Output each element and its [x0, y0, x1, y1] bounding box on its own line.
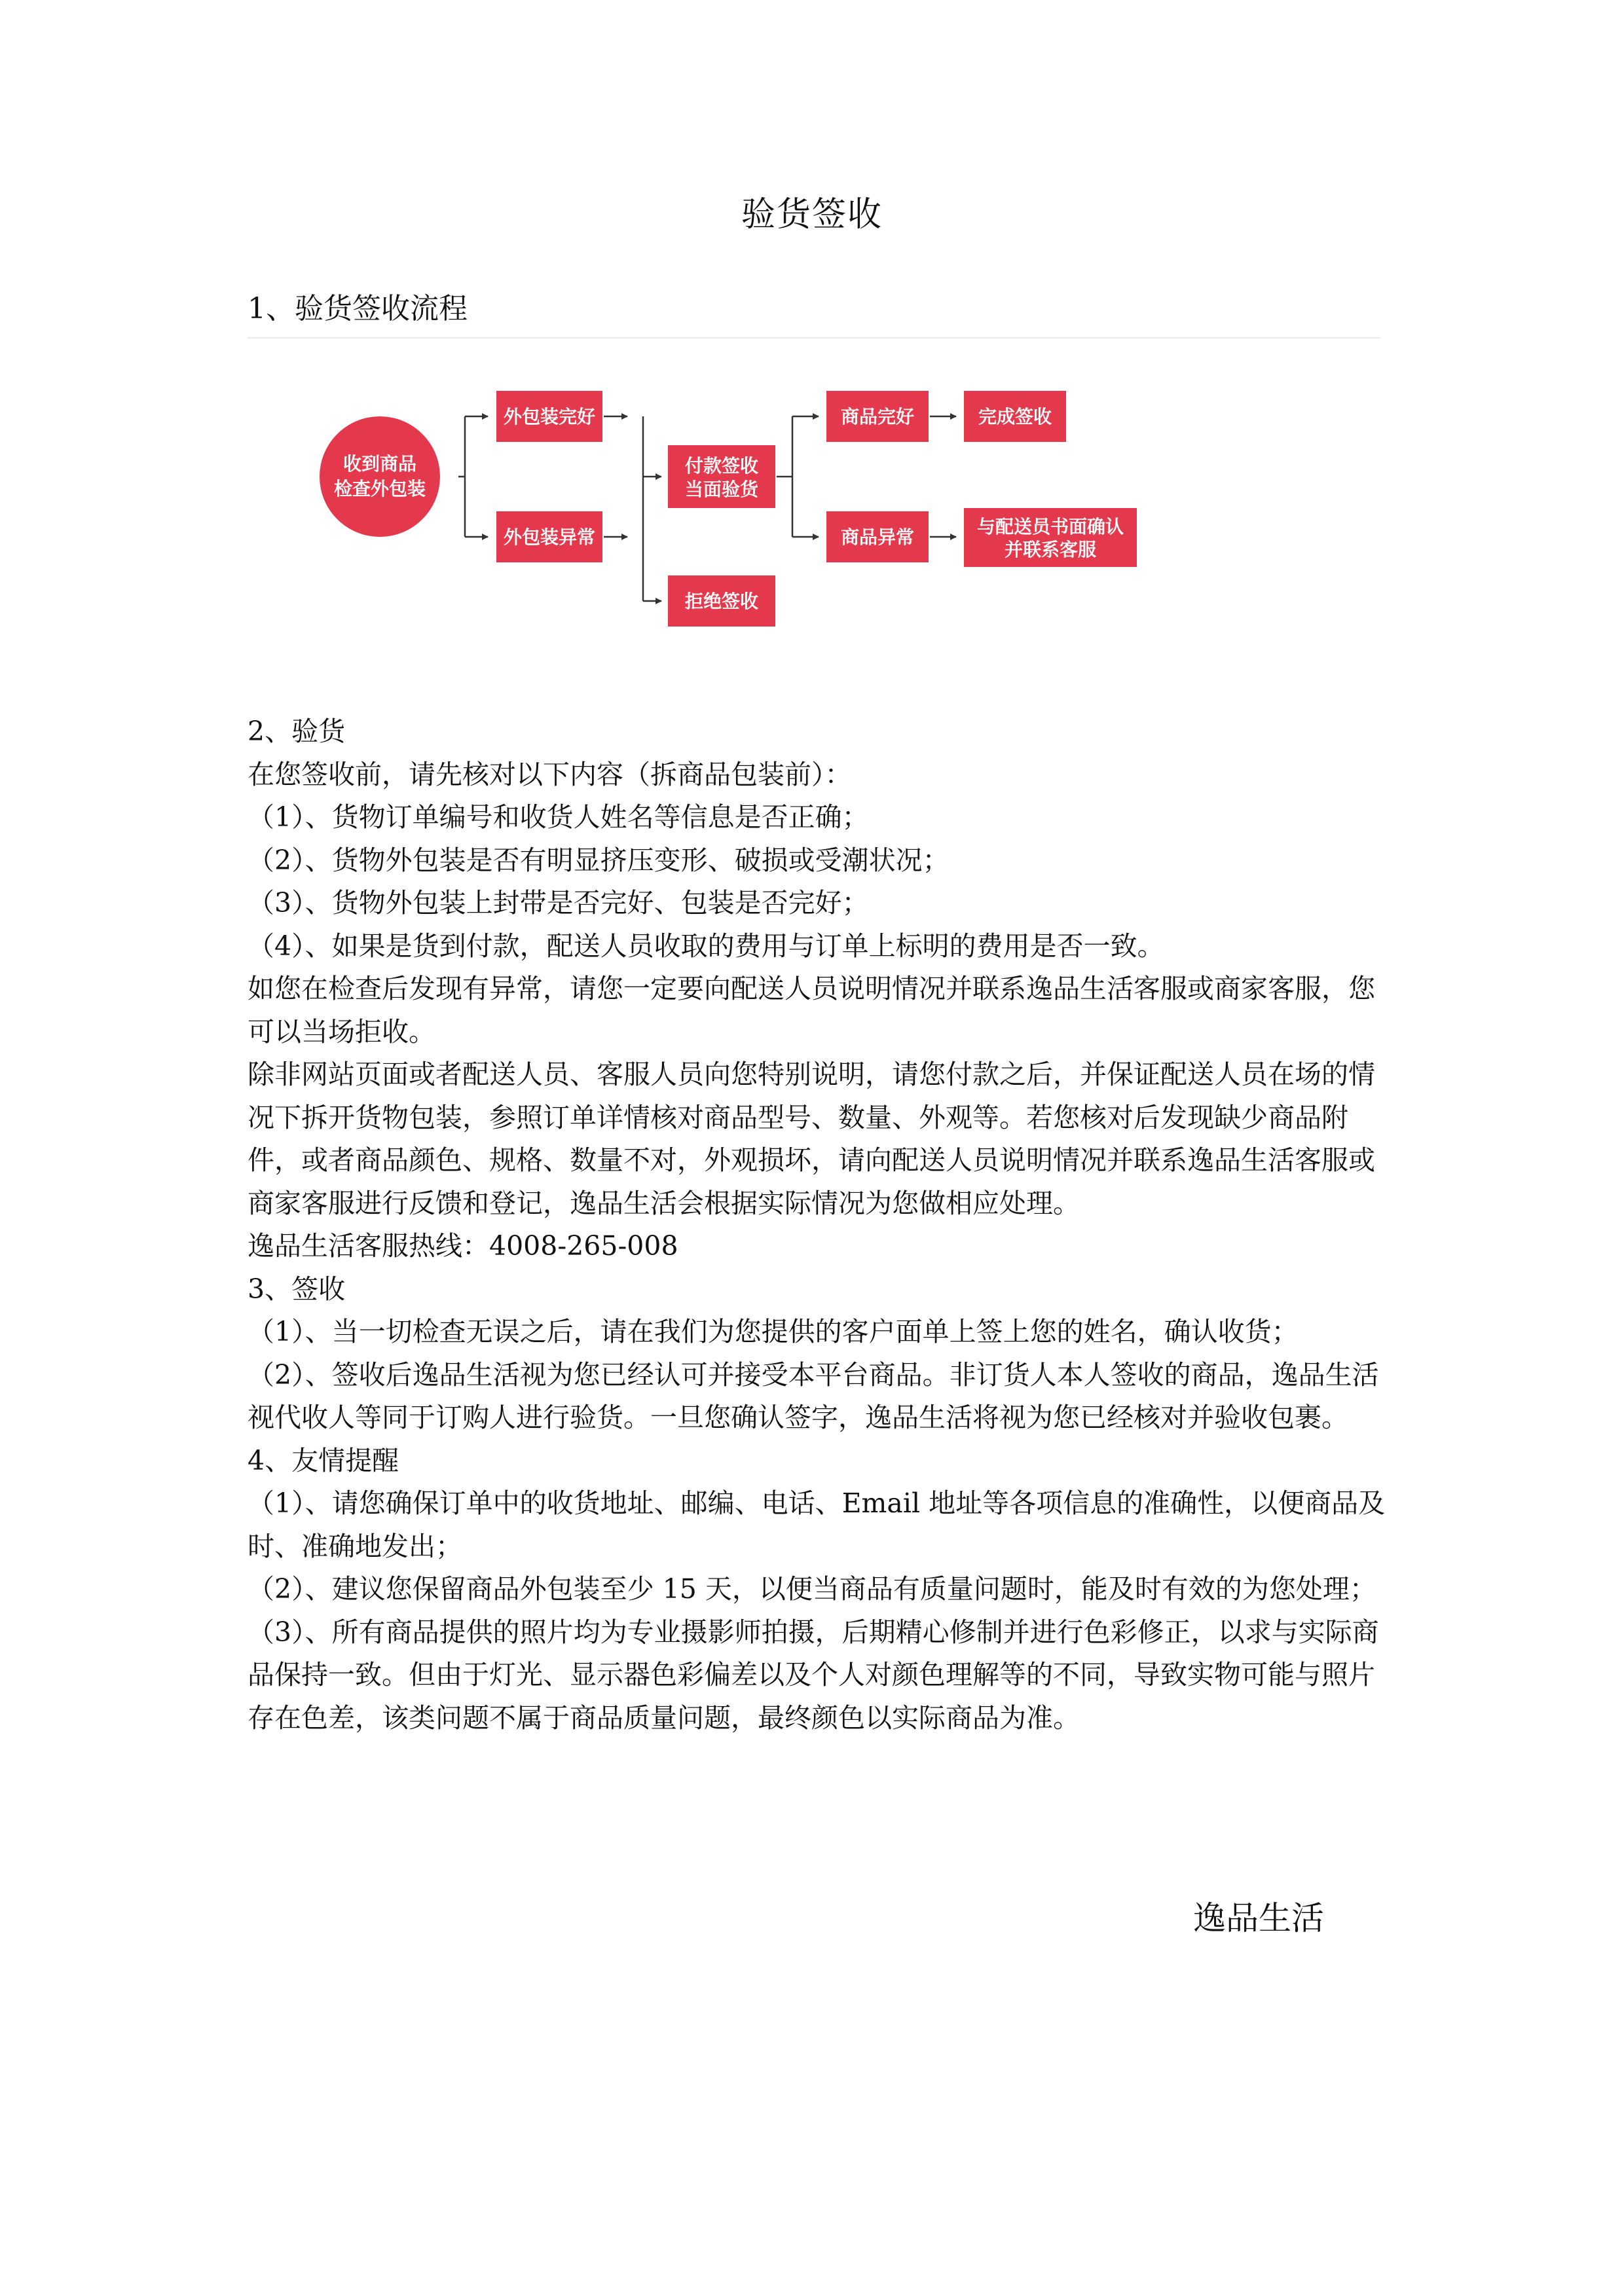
list-item: （1）、请您确保订单中的收货地址、邮编、电话、Email 地址等各项信息的准确性，以便商品及时、准确地发出；	[248, 1487, 1386, 1562]
list-item: （3）、所有商品提供的照片均为专业摄影师拍摄，后期精心修制并进行色彩修正，以求与实际商品保持一致。但由于灯光、显示器色彩偏差以及个人对颜色理解等的不同，导致实物可能与照片存在色差，该类问题不属于商品质量问题，最终颜色以实际商品为准。	[248, 1616, 1379, 1734]
svg-text:商品完好: 商品完好	[840, 406, 915, 428]
flow-node-package-abnormal	[496, 511, 602, 562]
section-2-heading: 2、验货	[248, 716, 346, 747]
paragraph: 除非网站页面或者配送人员、客服人员向您特别说明，请您付款之后，并保证配送人员在场的情况下拆开货物包装，参照订单详情核对商品型号、数量、外观等。若您核对后发现缺少商品附件，或者商品颜色、规格、数量不对，外观损坏，请向配送人员说明情况并联系逸品生活客服或商家客服进行反馈和登记，逸品生活会根据实际情况为您做相应处理。	[248, 1059, 1375, 1219]
section-1-heading: 1、验货签收流程	[248, 292, 468, 325]
list-item: （1）、货物订单编号和收货人姓名等信息是否正确；	[248, 801, 869, 833]
page-title: 验货签收	[741, 195, 883, 234]
svg-text:并联系客服: 并联系客服	[1004, 539, 1097, 560]
svg-text:当面验货: 当面验货	[684, 479, 759, 500]
flow-node-reject	[668, 575, 775, 627]
flow-node-confirm-contact	[964, 508, 1137, 567]
svg-text:与配送员书面确认: 与配送员书面确认	[976, 516, 1124, 538]
flow-node-start	[320, 416, 440, 537]
svg-text:商品异常: 商品异常	[840, 526, 915, 548]
svg-text:付款签收: 付款签收	[684, 455, 759, 477]
flow-connectors	[458, 416, 956, 601]
list-item: （2）、建议您保留商品外包装至少 15 天，以便当商品有质量问题时，能及时有效的为您处理；	[248, 1573, 1376, 1605]
svg-text:外包装异常: 外包装异常	[503, 526, 596, 548]
svg-text:拒绝签收: 拒绝签收	[684, 591, 759, 612]
svg-text:检查外包装: 检查外包装	[333, 478, 426, 500]
section-3-heading: 3、签收	[248, 1273, 346, 1305]
list-item: （2）、签收后逸品生活视为您已经认可并接受本平台商品。非订货人本人签收的商品，逸品生活视代收人等同于订购人进行验货。一旦您确认签字，逸品生活将视为您已经核对并验收包裹。	[248, 1358, 1379, 1433]
paragraph: 在您签收前，请先核对以下内容（拆商品包装前）：	[248, 758, 852, 790]
flow-node-goods-ok	[826, 391, 929, 442]
list-item: （4）、如果是货到付款，配送人员收取的费用与订单上标明的费用是否一致。	[248, 930, 1164, 962]
flow-node-package-ok	[496, 391, 602, 442]
list-item: （1）、当一切检查无误之后，请在我们为您提供的客户面单上签上您的姓名，确认收货；	[248, 1316, 1299, 1347]
list-item: （2）、货物外包装是否有明显挤压变形、破损或受潮状况；	[248, 844, 950, 876]
signature: 逸品生活	[1193, 1899, 1324, 1937]
flow-node-pay-and-inspect	[668, 445, 775, 508]
flow-node-goods-abnormal	[826, 511, 929, 562]
flow-node-complete	[964, 391, 1066, 442]
paragraph: 如您在检查后发现有异常，请您一定要向配送人员说明情况并联系逸品生活客服或商家客服，您可以当场拒收。	[248, 973, 1375, 1048]
body-text	[248, 710, 1390, 1740]
hotline: 逸品生活客服热线：4008-265-008	[248, 1230, 678, 1262]
list-item: （3）、货物外包装上封带是否完好、包装是否完好；	[248, 887, 869, 919]
svg-text:收到商品: 收到商品	[342, 453, 417, 475]
svg-text:完成签收: 完成签收	[978, 406, 1052, 428]
section-4-heading: 4、友情提醒	[248, 1444, 399, 1476]
svg-text:外包装完好: 外包装完好	[503, 406, 596, 428]
